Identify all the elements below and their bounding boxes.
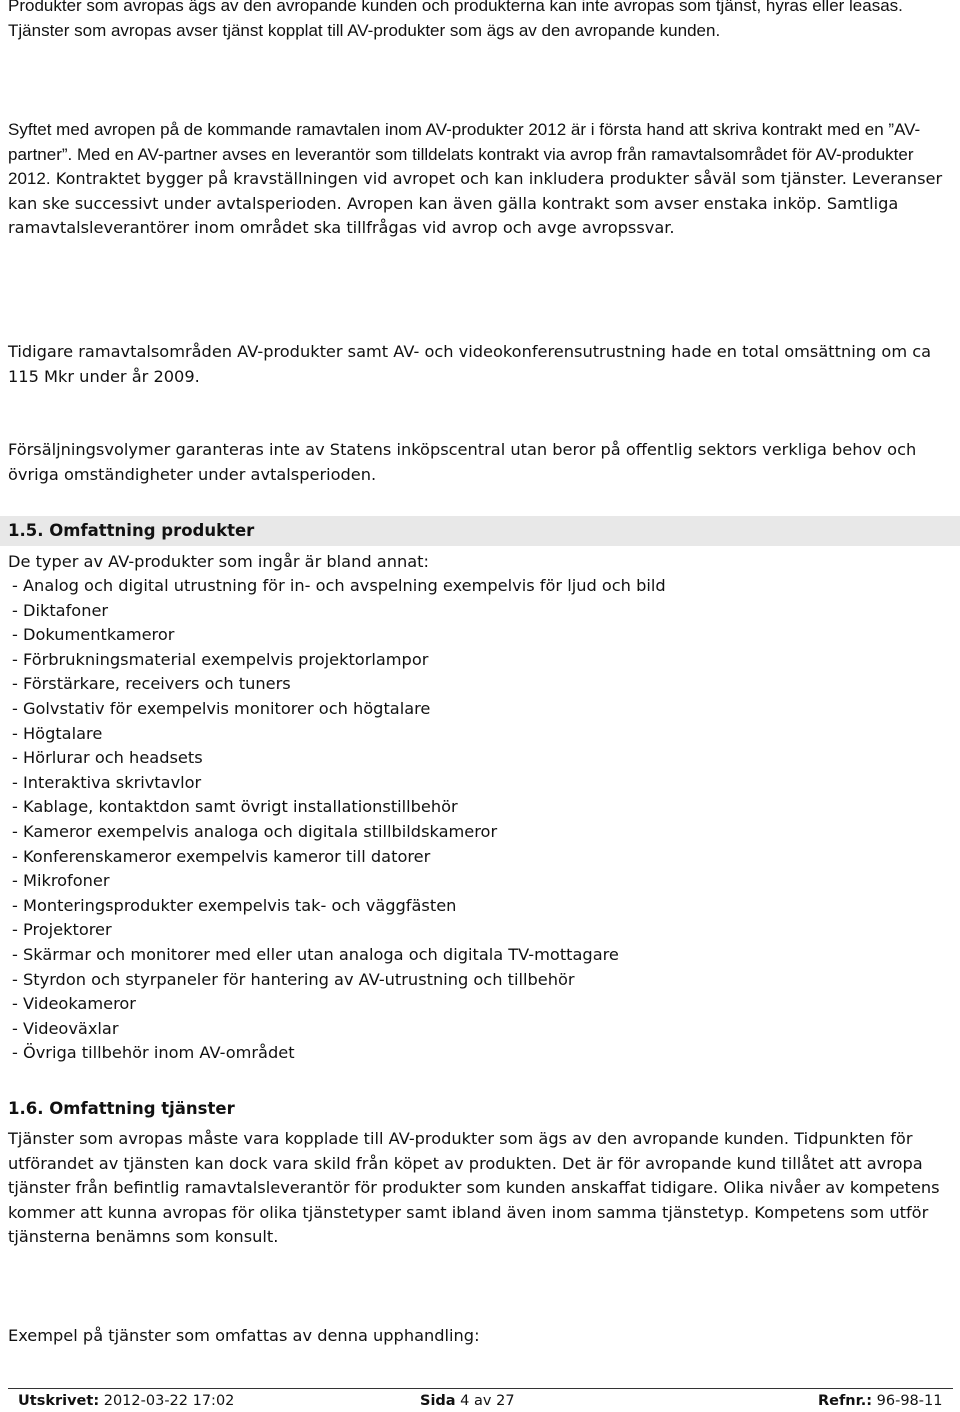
section-heading-services: 1.6. Omfattning tjänster (8, 1099, 235, 1118)
footer-ref (818, 1392, 942, 1410)
footer-ref-value: 96-98-11 (872, 1393, 943, 1409)
list-item: - Analog och digital utrustning för in- och avspelning exempelvis för ljud och bild (12, 576, 666, 595)
footer-page (420, 1392, 515, 1410)
list-item: - Projektorer (12, 920, 112, 940)
services-example-intro: Exempel på tjänster som omfattas av denna upphandling: (8, 1326, 480, 1345)
list-item: - Videoväxlar (12, 1018, 119, 1038)
footer-printed-value: 2012-03-22 17:02 (99, 1393, 235, 1409)
list-item: - Golvstativ för exempelvis monitorer och högtalare (12, 698, 431, 718)
turnover-paragraph: Tidigare ramavtalsområden AV-produkter samt AV- och videokonferensutrustning hade en total omsättning om ca 115 Mkr under år 2009. (8, 342, 932, 386)
footer-printed (18, 1392, 234, 1410)
list-item: - Mikrofoner (12, 871, 110, 891)
product-list (12, 574, 666, 1066)
intro-paragraph: Produkter som avropas ägs av den avropande kunden och produkterna kan inte avropas som tjänst, hyras eller leasas. Tjänster som avropas avser tjänst kopplat till AV-produkter som ägs av den avropande kunden. (8, 0, 903, 40)
purpose-text-part3: Kontraktet bygger på kravställningen vid avropet och kan inkludera produkter såväl som tjänster. Leveranser kan ske successivt under avtalsperioden. Avropen kan även gälla kontrakt som avser enstaka inköp. Samtliga ramavtalsleverantörer inom området ska tillfrågas vid avrop och avge avropssvar. (8, 169, 943, 238)
list-item: - Styrdon och styrpaneler för hantering av AV-utrustning och tillbehör (12, 969, 575, 989)
footer-ref-label: Refnr.: (818, 1393, 873, 1409)
purpose-paragraph (8, 118, 953, 241)
list-item: - Hörlurar och headsets (12, 748, 203, 768)
list-item: - Monteringsprodukter exempelvis tak- och väggfästen (12, 895, 457, 915)
list-item: - Skärmar och monitorer med eller utan analoga och digitala TV-mottagare (12, 944, 619, 964)
section-heading-products: 1.5. Omfattning produkter (8, 521, 255, 540)
services-paragraph: Tjänster som avropas måste vara kopplade till AV-produkter som ägs av den avropande kunden. Tidpunkten för utförandet av tjänsten kan dock vara skild från köpet av produkten. Det är för avropande kund tillåtet att avropa tjänster från befintlig ramavtalsleverantör för produkter som kunden anskaffat tidigare. Olika nivåer av kompetens kommer att kunna avropas för olika tjänstetyper samt ibland även inom samma tjänstetyp. Kompetens som utför tjänsterna benämns som konsult. (8, 1129, 940, 1247)
footer-printed-label: Utskrivet: (18, 1393, 100, 1409)
purpose-text-part1: Syftet med avropen på de kommande ramavtalen inom AV-produkter 2012 är i första hand att skriva kontrakt med en ”AV-partner”. (8, 120, 921, 164)
footer-page-label: Sida (420, 1393, 456, 1409)
list-item: - Interaktiva skrivtavlor (12, 772, 202, 792)
footer-divider (8, 1388, 953, 1389)
list-item: - Kameror exempelvis analoga och digitala stillbildskameror (12, 821, 498, 841)
list-item: - Dokumentkameror (12, 625, 175, 645)
purpose-text-part2: Med en AV-partner avses en leverantör som tilldelats kontrakt via avrop från ramavtalsområdet för AV-produkter 2012. (8, 144, 914, 189)
list-item: - Kablage, kontaktdon samt övrigt installationstillbehör (12, 797, 458, 817)
list-item: - Konferenskameror exempelvis kameror till datorer (12, 846, 431, 866)
volume-paragraph: Försäljningsvolymer garanteras inte av Statens inköpscentral utan beror på offentlig sektors verkliga behov och övriga omständigheter under avtalsperioden. (8, 440, 917, 484)
list-item: - Diktafoner (12, 600, 109, 620)
products-intro: De typer av AV-produkter som ingår är bland annat: (8, 552, 429, 571)
list-item: - Förbrukningsmaterial exempelvis projektorlampor (12, 649, 429, 669)
list-item: - Högtalare (12, 723, 103, 743)
list-item: - Videokameror (12, 994, 136, 1014)
footer-page-value: 4 av 27 (455, 1393, 515, 1409)
list-item: - Övriga tillbehör inom AV-området (12, 1043, 295, 1063)
list-item: - Förstärkare, receivers och tuners (12, 674, 291, 694)
